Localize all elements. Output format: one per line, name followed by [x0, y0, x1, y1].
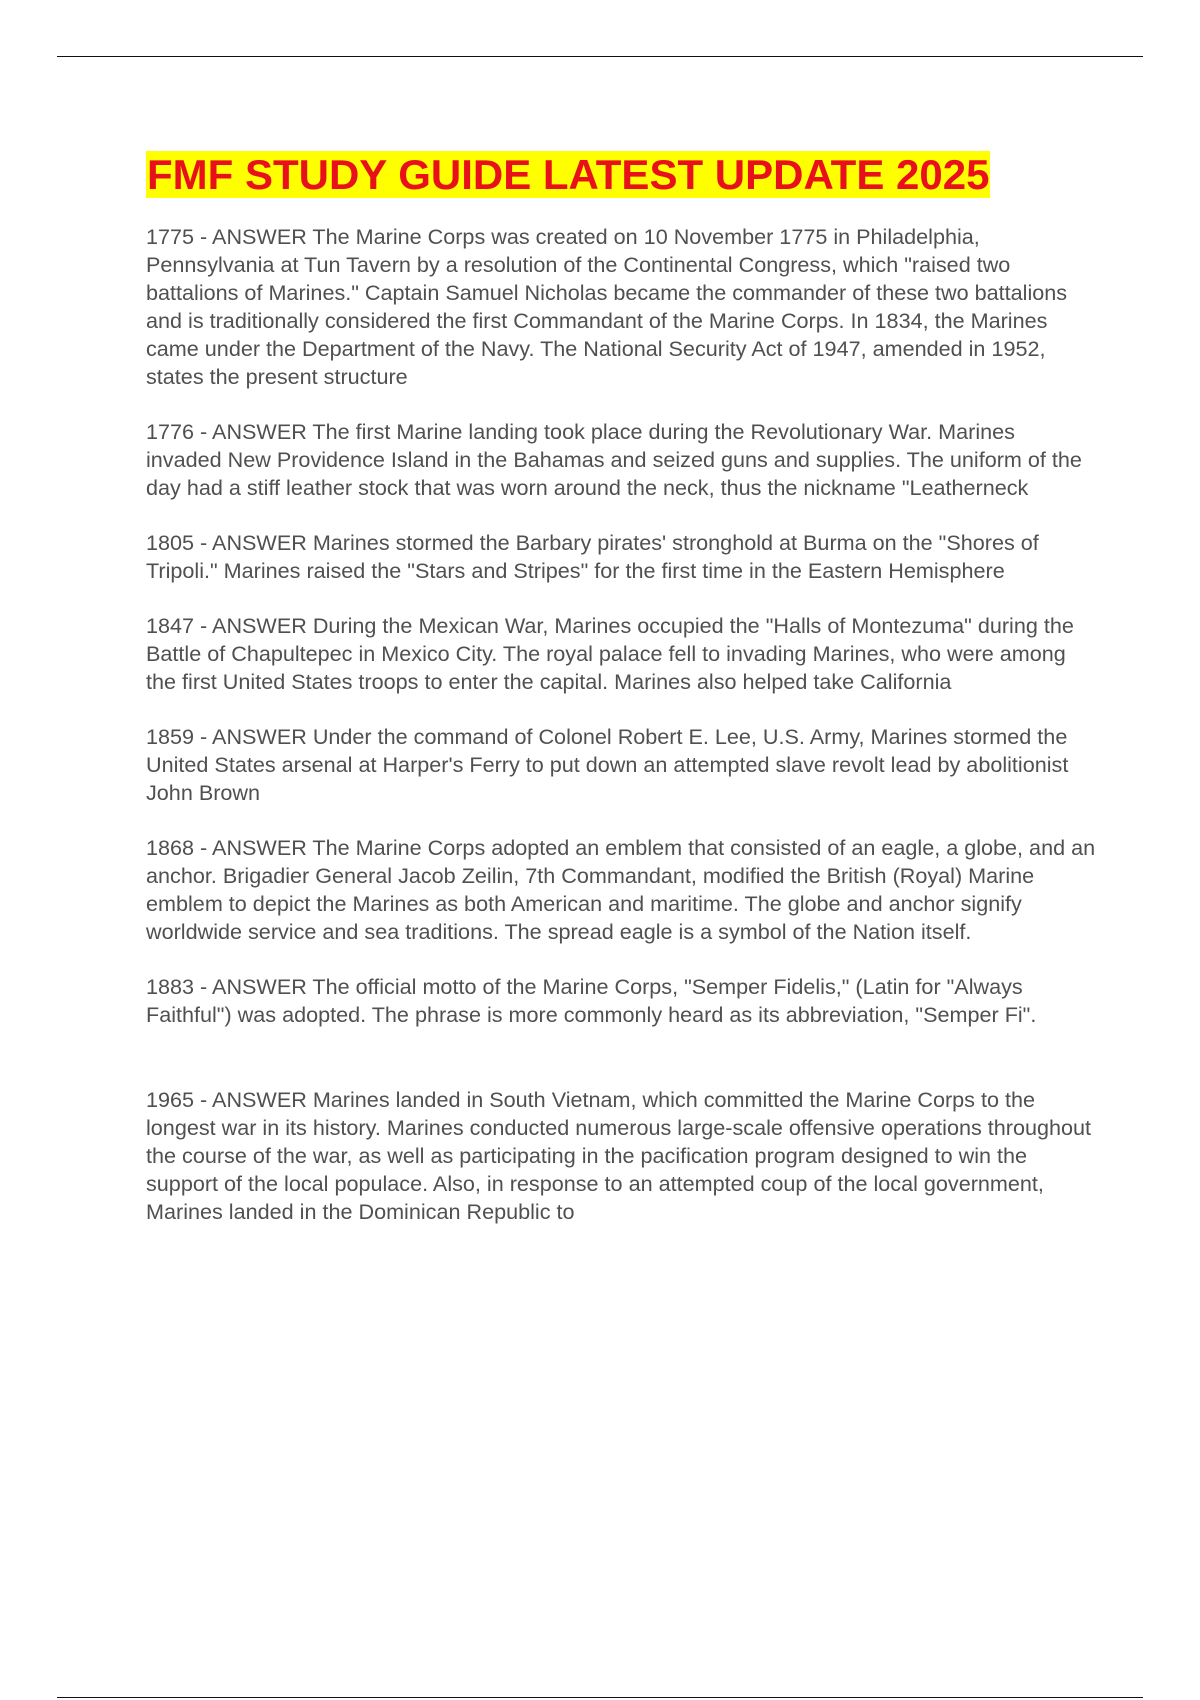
- entry-1859: 1859 - ANSWER Under the command of Colonel Robert E. Lee, U.S. Army, Marines stormed the United States arsenal at Harper's Ferry to put down an attempted slave revolt lead by abolitionist John Brown: [146, 724, 1069, 805]
- document-body: [146, 146, 1096, 1253]
- top-rule: [57, 56, 1143, 57]
- entry-1847: 1847 - ANSWER During the Mexican War, Marines occupied the "Halls of Montezuma" during the Battle of Chapultepec in Mexico City. The royal palace fell to invading Marines, who were among the first United States troops to enter the capital. Marines also helped take California: [146, 613, 1074, 694]
- entry-1775: 1775 - ANSWER The Marine Corps was created on 10 November 1775 in Philadelphia, Pennsylvania at Tun Tavern by a resolution of the Continental Congress, which "raised two battalions of Marines." Captain Samuel Nicholas became the commander of these two battalions and is traditionally considered the first Commandant of the Marine Corps. In 1834, the Marines came under the Department of the Navy. The National Security Act of 1947, amended in 1952, states the present structure: [146, 224, 1068, 389]
- document-title: [146, 146, 1096, 203]
- entry-1965: 1965 - ANSWER Marines landed in South Vietnam, which committed the Marine Corps to the longest war in its history. Marines conducted numerous large-scale offensive operations throughout the course of the war, as well as participating in the pacification program designed to win the support of the local populace. Also, in response to an attempted coup of the local government, Marines landed in the Dominican Republic to: [146, 1087, 1092, 1224]
- entry-1805: 1805 - ANSWER Marines stormed the Barbary pirates' stronghold at Burma on the "Shores of Tripoli." Marines raised the "Stars and Stripes" for the first time in the Eastern Hemisphere: [146, 530, 1039, 583]
- entry-1776: 1776 - ANSWER The first Marine landing took place during the Revolutionary War. Marines invaded New Providence Island in the Bahamas and seized guns and supplies. The uniform of the day had a stiff leather stock that was worn around the neck, thus the nickname "Leatherneck: [146, 419, 1082, 500]
- title-highlight: FMF STUDY GUIDE LATEST UPDATE 2025: [147, 151, 990, 198]
- entry-1883: 1883 - ANSWER The official motto of the Marine Corps, "Semper Fidelis," (Latin for "Always Faithful") was adopted. The phrase is more commonly heard as its abbreviation, "Semper Fi".: [146, 974, 1037, 1027]
- bottom-rule: [57, 1697, 1143, 1698]
- entry-1868: 1868 - ANSWER The Marine Corps adopted an emblem that consisted of an eagle, a globe, and an anchor. Brigadier General Jacob Zeilin, 7th Commandant, modified the British (Royal) Marine emblem to depict the Marines as both American and maritime. The globe and anchor signify worldwide service and sea traditions. The spread eagle is a symbol of the Nation itself.: [146, 835, 1096, 944]
